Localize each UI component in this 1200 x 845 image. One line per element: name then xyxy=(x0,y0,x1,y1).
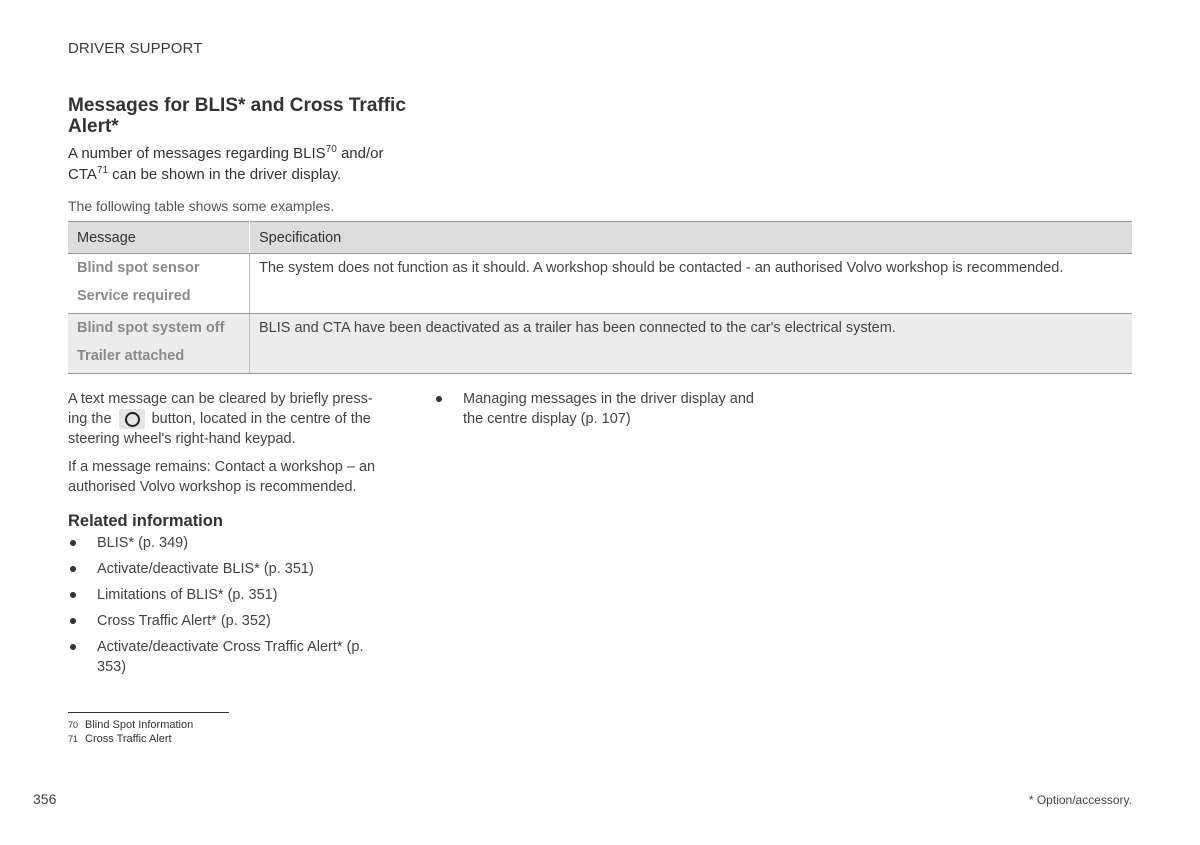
related-link[interactable]: BLIS* (p. 349) xyxy=(68,533,368,553)
table-row xyxy=(68,254,1132,314)
related-link[interactable]: Cross Traffic Alert* (p. 352) xyxy=(68,611,368,631)
page-title: Messages for BLIS* and Cross Traffic Alert* xyxy=(68,95,406,137)
table-row xyxy=(68,314,1132,374)
footnote-70: 70 Blind Spot Information xyxy=(68,719,194,731)
message-cell: Blind spot sensor Service required xyxy=(68,254,250,314)
specification-cell: BLIS and CTA have been deactivated as a trailer has been connected to the car's electrical system. xyxy=(250,314,1133,374)
intro-text: A number of messages regarding BLIS$^{70}$ and/or CTA$^{71}$ can be shown in the driver display. xyxy=(68,144,384,183)
messages-table xyxy=(68,221,1132,374)
footnote-ref-70[interactable]: 70 xyxy=(325,144,337,155)
section-label: DRIVER SUPPORT xyxy=(68,40,203,57)
column-header-specification: Specification xyxy=(250,222,1133,254)
related-link[interactable]: Managing messages in the driver display and the centre display (p. 107) xyxy=(434,389,774,429)
footnote-divider xyxy=(68,712,229,713)
option-accessory-note: * Option/accessory. xyxy=(1028,793,1132,807)
footnote-ref-71[interactable]: 71 xyxy=(96,165,109,176)
related-link[interactable]: Activate/deactivate Cross Traffic Alert* (p. 353) xyxy=(68,637,368,677)
table-header-row xyxy=(68,222,1132,254)
footnotes xyxy=(68,718,193,746)
circle-button-icon xyxy=(119,409,145,429)
column-header-message: Message xyxy=(68,222,250,254)
message-cell: Blind spot system off Trailer attached xyxy=(68,314,250,374)
related-link[interactable]: Limitations of BLIS* (p. 351) xyxy=(68,585,368,605)
related-heading: Related information xyxy=(68,512,223,530)
footnote-71: 71 Cross Traffic Alert xyxy=(68,733,172,745)
specification-cell: The system does not function as it should. A workshop should be contacted - an authorised Volvo workshop is recommended. xyxy=(250,254,1133,314)
related-information-list xyxy=(68,533,368,683)
page-number: 356 xyxy=(33,791,57,807)
body-text xyxy=(68,389,388,505)
workshop-paragraph: If a message remains: Contact a workshop – an authorised Volvo workshop is recommended. xyxy=(68,459,376,496)
related-link-list xyxy=(434,389,774,429)
related-link[interactable]: Activate/deactivate BLIS* (p. 351) xyxy=(68,559,368,579)
table-caption: The following table shows some examples. xyxy=(68,198,335,214)
clear-message-paragraph: A text message can be cleared by briefly press- ing the button, located in the centre of the steering wheel's right-hand keypad. xyxy=(68,391,373,448)
